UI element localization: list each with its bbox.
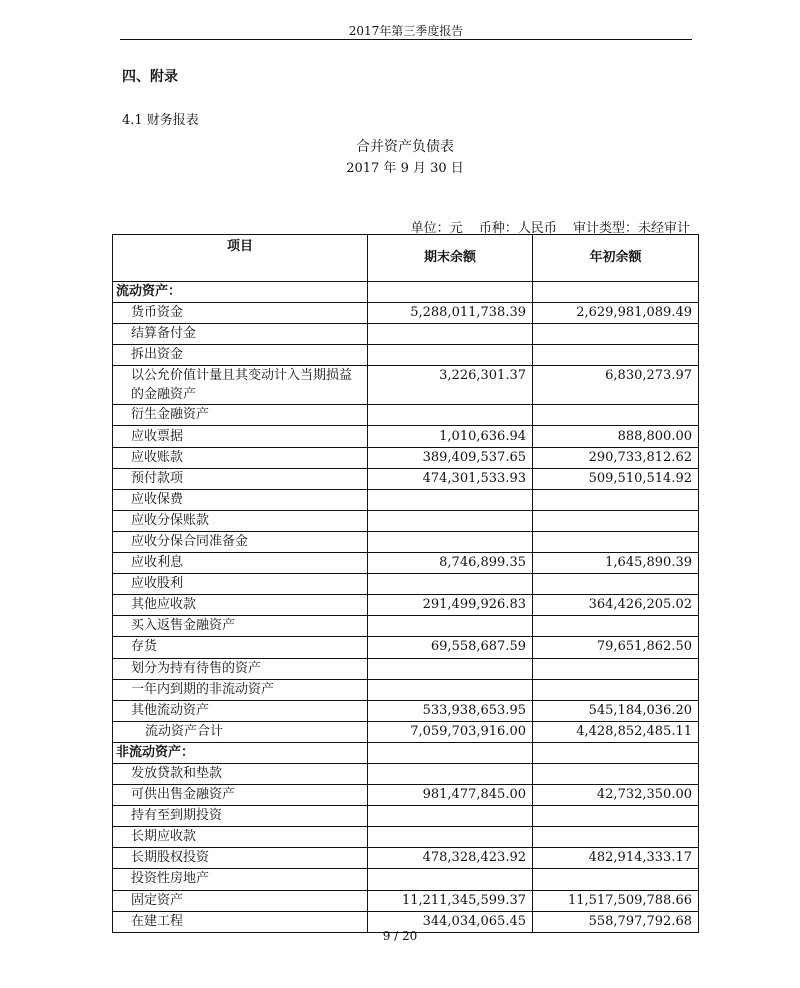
table-row <box>113 637 699 658</box>
row-begin-balance <box>533 827 699 848</box>
row-end-balance: 533,938,653.95 <box>368 700 533 721</box>
row-end-balance <box>368 869 533 890</box>
table-row <box>113 366 699 405</box>
row-label: 划分为持有待售的资产 <box>113 658 368 679</box>
page-header: 2017年第三季度报告 <box>348 24 464 38</box>
row-begin-balance: 509,510,514.92 <box>533 468 699 489</box>
row-begin-balance: 42,732,350.00 <box>533 785 699 806</box>
table-row <box>113 742 699 763</box>
row-begin-balance <box>533 405 699 426</box>
table-row <box>113 489 699 510</box>
row-begin-balance: 4,428,852,485.11 <box>533 721 699 742</box>
header-divider <box>120 39 692 40</box>
row-end-balance <box>368 510 533 531</box>
row-end-balance <box>368 574 533 595</box>
row-label: 持有至到期投资 <box>113 806 368 827</box>
row-label: 应收票据 <box>113 426 368 447</box>
table-row <box>113 553 699 574</box>
table-row <box>113 700 699 721</box>
table-row <box>113 869 699 890</box>
table-row <box>113 426 699 447</box>
row-begin-balance: 545,184,036.20 <box>533 700 699 721</box>
row-begin-balance <box>533 345 699 366</box>
row-end-balance: 11,211,345,599.37 <box>368 890 533 911</box>
table-row <box>113 595 699 616</box>
currency-label: 币种：人民币 <box>478 221 557 236</box>
table-row <box>113 468 699 489</box>
row-end-balance <box>368 827 533 848</box>
table-row <box>113 303 699 324</box>
row-label: 长期应收款 <box>113 827 368 848</box>
row-label: 流动资产合计 <box>113 721 368 742</box>
row-label: 一年内到期的非流动资产 <box>113 679 368 700</box>
row-label: 可供出售金融资产 <box>113 785 368 806</box>
row-end-balance: 389,409,537.65 <box>368 447 533 468</box>
row-begin-balance <box>533 489 699 510</box>
page-number: 9 / 20 <box>382 929 418 943</box>
table-title: 合并资产负债表 <box>356 139 454 155</box>
row-label: 固定资产 <box>113 890 368 911</box>
column-header-end: 期末余额 <box>368 235 533 282</box>
table-row <box>113 827 699 848</box>
balance-sheet-table <box>112 234 699 933</box>
table-row <box>113 447 699 468</box>
row-end-balance <box>368 679 533 700</box>
row-label: 存货 <box>113 637 368 658</box>
row-label: 应收账款 <box>113 447 368 468</box>
row-begin-balance: 364,426,205.02 <box>533 595 699 616</box>
row-label: 投资性房地产 <box>113 869 368 890</box>
row-label: 其他应收款 <box>113 595 368 616</box>
row-end-balance <box>368 489 533 510</box>
table-row <box>113 405 699 426</box>
row-label: 拆出资金 <box>113 345 368 366</box>
row-begin-balance: 290,733,812.62 <box>533 447 699 468</box>
row-label: 应收分保账款 <box>113 510 368 531</box>
table-row <box>113 679 699 700</box>
row-label: 以公允价值计量且其变动计入当期损益的金融资产 <box>113 366 368 405</box>
audit-label: 审计类型：未经审计 <box>572 221 690 236</box>
row-label: 在建工程 <box>113 911 368 932</box>
row-begin-balance: 6,830,273.97 <box>533 366 699 405</box>
row-end-balance <box>368 658 533 679</box>
row-label: 应收股利 <box>113 574 368 595</box>
row-end-balance: 474,301,533.93 <box>368 468 533 489</box>
table-row <box>113 510 699 531</box>
table-body <box>113 282 699 933</box>
row-label: 结算备付金 <box>113 324 368 345</box>
row-end-balance <box>368 405 533 426</box>
row-label: 其他流动资产 <box>113 700 368 721</box>
subsection-title: 4.1 财务报表 <box>122 113 199 128</box>
table-row <box>113 721 699 742</box>
row-begin-balance: 482,914,333.17 <box>533 848 699 869</box>
table-header-row <box>113 235 699 282</box>
row-begin-balance: 1,645,890.39 <box>533 553 699 574</box>
row-begin-balance <box>533 616 699 637</box>
row-end-balance <box>368 806 533 827</box>
row-begin-balance <box>533 324 699 345</box>
row-end-balance <box>368 282 533 303</box>
row-label: 非流动资产： <box>113 742 368 763</box>
column-header-item: 项目 <box>113 235 368 282</box>
row-begin-balance <box>533 574 699 595</box>
row-label: 长期股权投资 <box>113 848 368 869</box>
row-end-balance: 344,034,065.45 <box>368 911 533 932</box>
row-end-balance: 291,499,926.83 <box>368 595 533 616</box>
row-end-balance <box>368 324 533 345</box>
row-begin-balance: 558,797,792.68 <box>533 911 699 932</box>
row-end-balance: 1,010,636.94 <box>368 426 533 447</box>
row-begin-balance <box>533 763 699 784</box>
row-label: 衍生金融资产 <box>113 405 368 426</box>
table-row <box>113 763 699 784</box>
row-end-balance <box>368 763 533 784</box>
row-begin-balance <box>533 869 699 890</box>
row-end-balance <box>368 345 533 366</box>
row-begin-balance: 2,629,981,089.49 <box>533 303 699 324</box>
row-end-balance: 7,059,703,916.00 <box>368 721 533 742</box>
table-row <box>113 616 699 637</box>
row-begin-balance <box>533 806 699 827</box>
row-begin-balance <box>533 531 699 552</box>
row-begin-balance: 11,517,509,788.66 <box>533 890 699 911</box>
row-begin-balance: 79,651,862.50 <box>533 637 699 658</box>
row-label: 发放贷款和垫款 <box>113 763 368 784</box>
row-begin-balance: 888,800.00 <box>533 426 699 447</box>
table-row <box>113 282 699 303</box>
row-begin-balance <box>533 510 699 531</box>
table-row <box>113 848 699 869</box>
unit-label: 单位：元 <box>410 221 463 236</box>
table-row <box>113 785 699 806</box>
table-row <box>113 574 699 595</box>
section-title: 四、附录 <box>122 69 178 85</box>
row-label: 货币资金 <box>113 303 368 324</box>
row-end-balance <box>368 616 533 637</box>
row-label: 应收保费 <box>113 489 368 510</box>
row-label: 流动资产： <box>113 282 368 303</box>
row-end-balance: 3,226,301.37 <box>368 366 533 405</box>
table-date: 2017 年 9 月 30 日 <box>346 161 464 176</box>
row-label: 应收利息 <box>113 553 368 574</box>
row-begin-balance <box>533 679 699 700</box>
table-row <box>113 324 699 345</box>
row-begin-balance <box>533 742 699 763</box>
table-row <box>113 806 699 827</box>
row-end-balance: 69,558,687.59 <box>368 637 533 658</box>
row-end-balance: 981,477,845.00 <box>368 785 533 806</box>
row-begin-balance <box>533 658 699 679</box>
row-label: 应收分保合同准备金 <box>113 531 368 552</box>
row-end-balance: 478,328,423.92 <box>368 848 533 869</box>
table-row <box>113 890 699 911</box>
row-end-balance <box>368 531 533 552</box>
row-begin-balance <box>533 282 699 303</box>
table-row <box>113 658 699 679</box>
table-row <box>113 345 699 366</box>
row-end-balance: 8,746,899.35 <box>368 553 533 574</box>
row-end-balance: 5,288,011,738.39 <box>368 303 533 324</box>
row-end-balance <box>368 742 533 763</box>
table-row <box>113 531 699 552</box>
row-label: 买入返售金融资产 <box>113 616 368 637</box>
row-label: 预付款项 <box>113 468 368 489</box>
column-header-begin: 年初余额 <box>533 235 699 282</box>
